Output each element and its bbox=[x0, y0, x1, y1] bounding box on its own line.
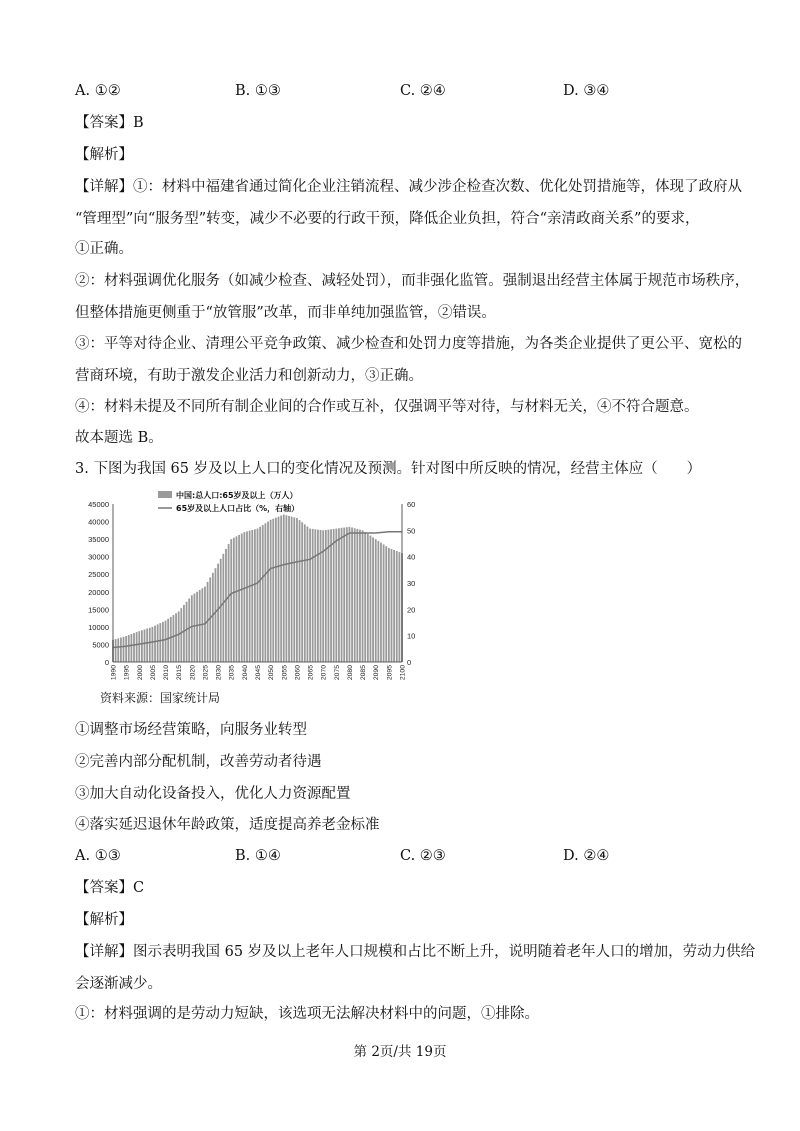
q2-detail-line: 【详解】①：材料中福建省通过简化企业注销流程、减少涉企检查次数、优化处罚措施等，体现了政府从 bbox=[75, 179, 742, 195]
bar-2068 bbox=[317, 530, 319, 662]
bar-2021 bbox=[194, 594, 196, 662]
x-tick-label: 2040 bbox=[241, 665, 249, 681]
q2-detail-line: 但整体措施更侧重于“放管服”改革，而非单纯加强监管，②错误。 bbox=[75, 305, 496, 321]
bar-2037 bbox=[236, 536, 238, 662]
bar-2040 bbox=[243, 532, 245, 662]
bar-1996 bbox=[128, 635, 130, 662]
bar-2012 bbox=[170, 617, 172, 662]
q3-item: ③加大自动化设备投入，优化人力资源配置 bbox=[75, 786, 351, 802]
bar-1993 bbox=[120, 638, 122, 662]
bar-2075 bbox=[335, 529, 337, 662]
right-tick-label: 30 bbox=[407, 579, 416, 588]
bar-1991 bbox=[115, 639, 117, 662]
right-tick-label: 10 bbox=[407, 631, 416, 641]
bar-2072 bbox=[328, 530, 330, 662]
bar-2020 bbox=[191, 595, 193, 662]
bar-2090 bbox=[375, 539, 377, 662]
q3-stem: 3. 下图为我国 65 岁及以上人口的变化情况及预测。针对图中所反映的情况，经营主体应（ ） bbox=[75, 461, 702, 477]
q2-detail-line: ②：材料强调优化服务（如减少检查、减轻处罚），而非强化监管。强制退出经营主体属于规范市场秩序， bbox=[75, 273, 750, 289]
bar-1994 bbox=[123, 637, 125, 662]
left-tick-label: 10000 bbox=[88, 622, 109, 632]
left-tick-label: 15000 bbox=[88, 605, 109, 615]
bar-2085 bbox=[362, 530, 364, 662]
x-tick-label: 1995 bbox=[123, 665, 131, 681]
bar-2015 bbox=[178, 611, 180, 662]
x-tick-label: 2100 bbox=[399, 665, 407, 681]
right-tick-label: 60 bbox=[407, 500, 416, 509]
x-tick-label: 2030 bbox=[215, 665, 223, 681]
left-tick-label: 25000 bbox=[88, 570, 109, 580]
bar-2081 bbox=[351, 528, 353, 662]
q2-option-b: B. ①③ bbox=[235, 83, 281, 99]
x-tick-label: 2045 bbox=[255, 665, 262, 681]
population-chart bbox=[80, 488, 420, 688]
q2-detail-line: “管理型”向“服务型”转变，减少不必要的行政干预，降低企业负担，符合“亲清政商关系”的要求， bbox=[75, 211, 700, 227]
q3-detail-line: 会逐渐减少。 bbox=[75, 976, 162, 992]
bar-2055 bbox=[283, 515, 285, 662]
q2-option-a: A. ①② bbox=[75, 83, 121, 99]
bar-2014 bbox=[175, 613, 177, 662]
x-tick-label: 2070 bbox=[320, 665, 328, 681]
bar-2049 bbox=[267, 522, 269, 662]
bar-2002 bbox=[144, 629, 146, 662]
left-tick-label: 20000 bbox=[88, 587, 109, 597]
q2-option-d: D. ③④ bbox=[563, 83, 610, 99]
left-tick-label: 0 bbox=[104, 658, 109, 667]
legend-line-label: 65岁及以上人口占比（%，右轴） bbox=[176, 504, 300, 513]
bar-2065 bbox=[309, 529, 311, 662]
bar-2042 bbox=[249, 531, 251, 662]
bar-2008 bbox=[159, 623, 161, 662]
bar-2032 bbox=[222, 554, 224, 662]
bar-series bbox=[112, 515, 403, 662]
bar-2022 bbox=[196, 592, 198, 662]
bar-2018 bbox=[186, 602, 188, 662]
bar-2019 bbox=[188, 599, 190, 662]
bar-2038 bbox=[238, 535, 240, 662]
bar-2066 bbox=[312, 529, 314, 662]
x-tick-label: 2020 bbox=[189, 665, 197, 681]
q3-item: ①调整市场经营策略，向服务业转型 bbox=[75, 722, 307, 738]
bar-2077 bbox=[341, 528, 343, 662]
left-tick-label: 40000 bbox=[88, 517, 109, 527]
bar-2030 bbox=[217, 564, 219, 662]
x-tick-label: 2065 bbox=[307, 665, 315, 681]
bar-2033 bbox=[225, 549, 227, 662]
bar-2044 bbox=[254, 529, 256, 662]
bar-2097 bbox=[393, 550, 395, 662]
bar-2011 bbox=[167, 619, 169, 662]
right-tick-label: 20 bbox=[407, 605, 416, 615]
bar-2006 bbox=[154, 626, 156, 662]
bar-2054 bbox=[280, 516, 282, 662]
q2-detail-line: 营商环境，有助于激发企业活力和创新动力，③正确。 bbox=[75, 368, 423, 384]
bar-2092 bbox=[380, 543, 382, 662]
bar-2016 bbox=[180, 608, 182, 662]
q3-answer: 【答案】C bbox=[75, 880, 145, 896]
q3-option-a: A. ①③ bbox=[75, 848, 121, 864]
x-tick-label: 2060 bbox=[294, 665, 302, 681]
left-tick-label: 45000 bbox=[88, 500, 109, 509]
bar-2051 bbox=[272, 519, 274, 662]
bar-2074 bbox=[333, 529, 335, 662]
x-tick-label: 2000 bbox=[136, 665, 144, 681]
q2-detail-line: ③：平等对待企业、清理公平竞争政策、减少检查和处罚力度等措施，为各类企业提供了更公平、宽松的 bbox=[75, 336, 742, 352]
bar-2009 bbox=[162, 622, 164, 662]
bar-1999 bbox=[136, 632, 138, 662]
x-tick-label: 2090 bbox=[373, 665, 381, 681]
bar-2029 bbox=[215, 568, 217, 662]
bar-2004 bbox=[149, 628, 151, 662]
bar-2031 bbox=[220, 559, 222, 662]
left-tick-label: 30000 bbox=[88, 552, 109, 562]
bar-2096 bbox=[391, 549, 393, 662]
bar-2056 bbox=[286, 515, 288, 662]
bar-2064 bbox=[307, 526, 309, 662]
bar-2089 bbox=[372, 537, 374, 662]
bar-2005 bbox=[152, 627, 154, 662]
bar-2076 bbox=[338, 528, 340, 662]
bar-1997 bbox=[130, 634, 132, 662]
bar-2034 bbox=[228, 544, 230, 662]
page-footer: 第 2页/共 19页 bbox=[353, 1044, 447, 1060]
bar-2069 bbox=[320, 530, 322, 662]
x-tick-label: 2085 bbox=[360, 665, 368, 681]
bar-1992 bbox=[117, 638, 119, 662]
bar-2053 bbox=[278, 517, 280, 662]
bar-2041 bbox=[246, 531, 248, 662]
q2-option-c: C. ②④ bbox=[400, 83, 446, 99]
legend-bar-label: 中国:总人口:65岁及以上（万人） bbox=[176, 491, 298, 500]
bar-2079 bbox=[346, 527, 348, 662]
bar-2035 bbox=[230, 539, 232, 662]
x-tick-label: 1990 bbox=[110, 665, 118, 681]
bar-2083 bbox=[356, 529, 358, 662]
chart-source: 资料来源：国家统计局 bbox=[100, 691, 221, 705]
x-tick-label: 2015 bbox=[176, 665, 184, 681]
q2-analysis-label: 【解析】 bbox=[75, 147, 133, 163]
bar-2082 bbox=[354, 528, 356, 662]
bar-2058 bbox=[291, 517, 293, 662]
bar-2063 bbox=[304, 524, 306, 662]
bar-2043 bbox=[251, 530, 253, 662]
bar-2050 bbox=[270, 520, 272, 662]
bar-2095 bbox=[388, 548, 390, 662]
bar-1995 bbox=[125, 636, 127, 662]
bar-2003 bbox=[146, 629, 148, 662]
bar-2067 bbox=[314, 529, 316, 662]
x-tick-label: 2035 bbox=[228, 665, 236, 681]
bar-2001 bbox=[141, 630, 143, 662]
bar-2057 bbox=[288, 516, 290, 662]
bar-2017 bbox=[183, 605, 185, 662]
right-tick-label: 50 bbox=[407, 526, 416, 536]
q3-analysis-label: 【解析】 bbox=[75, 912, 133, 928]
bar-2099 bbox=[398, 552, 400, 662]
bar-2059 bbox=[293, 517, 295, 662]
chart-legend bbox=[158, 490, 299, 514]
bar-2093 bbox=[383, 544, 385, 662]
x-tick-label: 2075 bbox=[333, 665, 341, 681]
bar-2007 bbox=[157, 624, 159, 662]
x-tick-label: 2025 bbox=[202, 665, 210, 681]
x-tick-label: 2080 bbox=[346, 665, 354, 681]
bar-2047 bbox=[262, 525, 264, 662]
bar-2091 bbox=[377, 541, 379, 662]
bar-2028 bbox=[212, 573, 214, 662]
q3-option-b: B. ①④ bbox=[235, 848, 281, 864]
bar-2073 bbox=[330, 529, 332, 662]
q3-detail-line: 【详解】图示表明我国 65 岁及以上老年人口规模和占比不断上升，说明随着老年人口的增加，劳动力供给 bbox=[75, 944, 756, 960]
q3-detail-line: ①：材料强调的是劳动力短缺，该选项无法解决材料中的问题，①排除。 bbox=[75, 1006, 539, 1022]
bar-2088 bbox=[370, 536, 372, 662]
bar-1998 bbox=[133, 633, 135, 662]
bar-2061 bbox=[299, 520, 301, 662]
bar-2052 bbox=[275, 518, 277, 662]
bar-2098 bbox=[396, 551, 398, 662]
legend-bar-swatch bbox=[158, 491, 172, 498]
bar-2039 bbox=[241, 533, 243, 662]
q3-option-d: D. ②④ bbox=[563, 848, 610, 864]
q2-detail-line: 故本题选 B。 bbox=[75, 430, 163, 446]
left-tick-label: 35000 bbox=[88, 535, 109, 545]
bar-2060 bbox=[296, 518, 298, 662]
left-tick-label: 5000 bbox=[92, 640, 109, 650]
x-tick-label: 2010 bbox=[163, 665, 171, 681]
q3-item: ②完善内部分配机制，改善劳动者待遇 bbox=[75, 754, 322, 770]
x-tick-label: 2095 bbox=[386, 665, 394, 681]
right-tick-label: 0 bbox=[407, 658, 412, 667]
bar-2045 bbox=[257, 529, 259, 662]
x-tick-label: 2050 bbox=[268, 665, 276, 681]
bar-2084 bbox=[359, 530, 361, 662]
x-tick-label: 2005 bbox=[149, 665, 157, 681]
bar-2048 bbox=[264, 523, 266, 662]
bar-2087 bbox=[367, 534, 369, 662]
bar-2078 bbox=[343, 528, 345, 662]
bar-2000 bbox=[138, 631, 140, 662]
q3-option-c: C. ②③ bbox=[400, 848, 446, 864]
bar-2062 bbox=[301, 522, 303, 662]
bar-2086 bbox=[364, 532, 366, 662]
q3-item: ④落实延迟退休年龄政策，适度提高养老金标准 bbox=[75, 817, 380, 833]
q2-detail-line: ④：材料未提及不同所有制企业间的合作或互补，仅强调平等对待，与材料无关，④不符合题意。 bbox=[75, 399, 699, 415]
bar-2023 bbox=[199, 590, 201, 662]
bar-2046 bbox=[259, 527, 261, 662]
x-tick-label: 2055 bbox=[281, 665, 289, 681]
bar-2094 bbox=[385, 546, 387, 662]
bar-2013 bbox=[173, 615, 175, 662]
q2-answer: 【答案】B bbox=[75, 115, 144, 131]
q2-detail-line: ①正确。 bbox=[75, 241, 133, 257]
bar-2036 bbox=[233, 538, 235, 662]
bar-2010 bbox=[165, 621, 167, 662]
bar-2080 bbox=[349, 527, 351, 662]
right-tick-label: 40 bbox=[407, 552, 416, 562]
